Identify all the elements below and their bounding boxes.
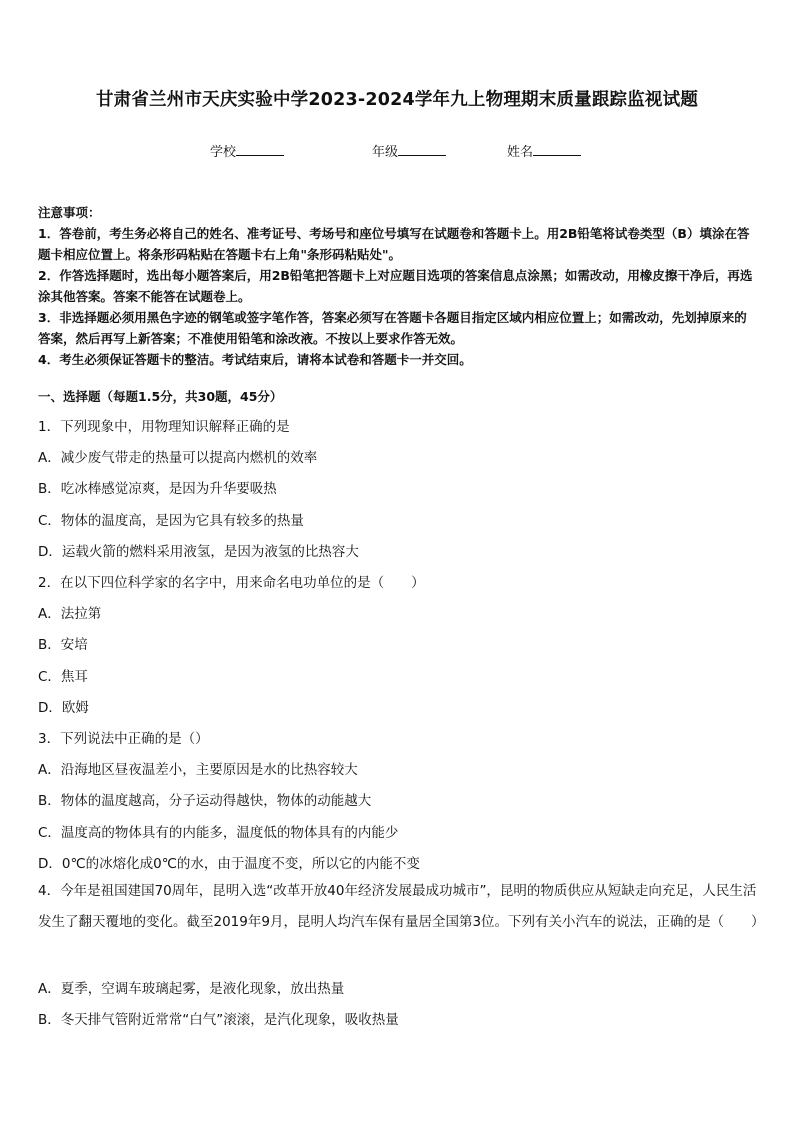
student-info-row [0, 141, 794, 161]
option: C．焦耳 [38, 669, 88, 685]
option: B．吃冰棒感觉凉爽，是因为升华要吸热 [38, 481, 277, 497]
option: D．0℃的冰熔化成0℃的水，由于温度不变，所以它的内能不变 [38, 856, 420, 872]
section-header: 一、选择题（每题1.5分，共30题，45分） [38, 389, 283, 404]
school-blank [236, 143, 284, 156]
question-stem: 4．今年是祖国建国70周年，昆明入选“改革开放40年经济发展最成功城市”，昆明的物质供应从短缺走向充足，人民生活发生了翻天覆地的变化。截至2019年9月，昆明人均汽车保有量居全国第3位。下列有关小汽车的说法，正确的是（ ） [38, 883, 765, 930]
grade-field [372, 141, 446, 160]
option: B．物体的温度越高，分子运动得越快，物体的动能越大 [38, 793, 372, 809]
note-item: 1．答卷前，考生务必将自己的姓名、准考证号、考场号和座位号填写在试题卷和答题卡上。用2B铅笔将试卷类型（B）填涂在答题卡相应位置上。将条形码粘贴在答题卡右上角"条形码粘贴处"。 [38, 226, 750, 262]
option: A．法拉第 [38, 606, 102, 622]
notes-heading: 注意事项： [38, 205, 101, 220]
option: B．冬天排气管附近常常“白气”滚滚，是汽化现象，吸收热量 [38, 1012, 399, 1028]
option: A．沿海地区昼夜温差小，主要原因是水的比热容较大 [38, 762, 358, 778]
option: C．物体的温度高，是因为它具有较多的热量 [38, 513, 304, 529]
option: A．夏季，空调车玻璃起雾，是液化现象，放出热量 [38, 981, 345, 997]
option: D．运载火箭的燃料采用液氢，是因为液氢的比热容大 [38, 544, 359, 560]
option: C．温度高的物体具有的内能多，温度低的物体具有的内能少 [38, 825, 399, 841]
name-label: 姓名 [507, 145, 534, 160]
school-field [210, 141, 284, 160]
note-item: 2．作答选择题时，选出每小题答案后，用2B铅笔把答题卡上对应题目选项的答案信息点涂黑；如需改动，用橡皮擦干净后，再选涂其他答案。答案不能答在试题卷上。 [38, 268, 753, 304]
option: B．安培 [38, 637, 88, 653]
question-stem: 1．下列现象中，用物理知识解释正确的是 [38, 419, 290, 435]
grade-blank [398, 143, 446, 156]
note-item: 4．考生必须保证答题卡的整洁。考试结束后，请将本试卷和答题卡一并交回。 [38, 352, 472, 367]
notes-section [38, 202, 758, 370]
name-field [507, 141, 581, 160]
question-stem: 3．下列说法中正确的是（） [38, 731, 209, 747]
school-label: 学校 [210, 145, 237, 160]
note-item: 3．非选择题必须用黑色字迹的钢笔或签字笔作答，答案必须写在答题卡各题目指定区域内相应位置上；如需改动，先划掉原来的答案，然后再写上新答案；不准使用铅笔和涂改液。不按以上要求作答无效。 [38, 310, 747, 346]
option: A．减少废气带走的热量可以提高内燃机的效率 [38, 450, 318, 466]
page-title: 甘肃省兰州市天庆实验中学2023-2024学年九上物理期末质量跟踪监视试题 [95, 90, 699, 110]
question-stem: 2．在以下四位科学家的名字中，用来命名电功单位的是（ ） [38, 575, 425, 591]
name-blank [533, 143, 581, 156]
grade-label: 年级 [372, 145, 399, 160]
option: D．欧姆 [38, 700, 89, 716]
